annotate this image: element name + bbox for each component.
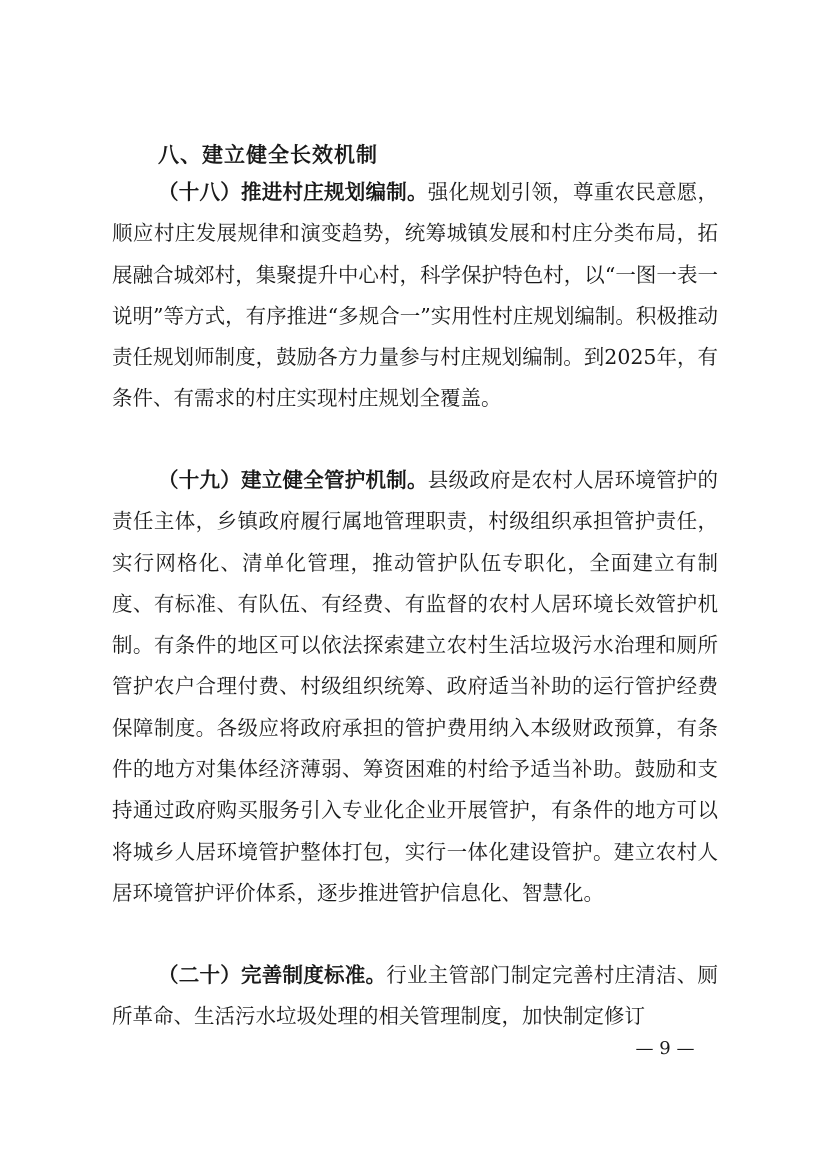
paragraph-lead: （十八）推进村庄规划编制。	[158, 180, 428, 204]
paragraph-village-planning	[112, 172, 718, 420]
paragraph-management-mechanism	[112, 460, 718, 914]
paragraph-lead: （十九）建立健全管护机制。	[158, 468, 428, 492]
paragraph-body: 行业主管部门制定完善村庄清洁、厕所革命、生活污水垃圾处理的相关管理制度，加快制定修订	[112, 963, 718, 1029]
page-number: — 9 —	[635, 1038, 695, 1059]
paragraph-lead: （二十）完善制度标准。	[158, 963, 387, 987]
paragraph-institutional-standards	[112, 955, 718, 1039]
paragraph-body: 县级政府是农村人居环境管护的责任主体，乡镇政府履行属地管理职责，村级组织承担管护责任，实行网格化、清单化管理，推动管护队伍专职化，全面建立有制度、有标准、有队伍、有经费、有监督的农村人居环境长效管护机制。有条件的地区可以依法探索建立农村生活垃圾污水治理和厕所管护农户合理付费、村级组织统筹、政府适当补助的运行管护经费保障制度。各级应将政府承担的管护费用纳入本级财政预算，有条件的地方对集体经济薄弱、筹资困难的村给予适当补助。鼓励和支持通过政府购买服务引入专业化企业开展管护，有条件的地方可以将城乡人居环境管护整体打包，实行一体化建设管护。建立农村人居环境管护评价体系，逐步推进管护信息化、智慧化。	[112, 468, 718, 905]
paragraph-body: 强化规划引领，尊重农民意愿，顺应村庄发展规律和演变趋势，统筹城镇发展和村庄分类布局，拓展融合城郊村，集聚提升中心村，科学保护特色村，以“一图一表一说明”等方式，有序推进“多规合一”实用性村庄规划编制。积极推动责任规划师制度，鼓励各方力量参与村庄规划编制。到2025年，有条件、有需求的村庄实现村庄规划全覆盖。	[112, 180, 718, 411]
section-heading: 八、建立健全长效机制	[158, 142, 378, 167]
